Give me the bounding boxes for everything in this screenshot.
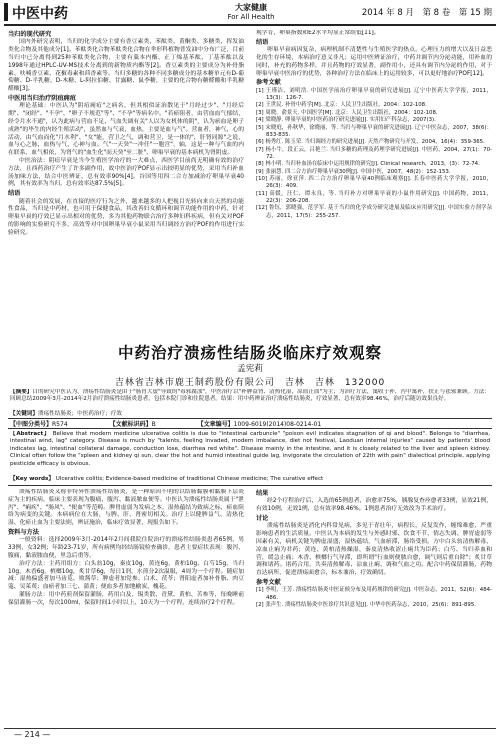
reference-item: [11] 高媛，汪仁，谭永良，等. 当归补方对卵巢早衰的小鼠作用研究[J]. 中国药物，2011，22(3)：206-208. [256, 190, 492, 204]
reference-item: [9] 张丽慧. 四二合方治疗卵巢早衰30例[J]. 中国中医，2007，48(2)：152-153. [256, 168, 451, 175]
doc-code [110, 419, 156, 428]
paragraph: 观学育，卵巢指数和E2水平均显正常组低[11]。 [256, 30, 380, 36]
article-references-list [256, 587, 492, 609]
paragraph: 国内外研究表明，当归的化学成分主要有香豆素类、苯酞类、黄酮类、多糖类，挥发油类化合物及其他成分[1]。苯酞类化合物苯酞类化合物在伞形科植物普发油中分布广泛，目前当归中已分离得到25种苯酞类化合物，主要有藁本内酯、正丁烯基苯酞、丁基苯酞以及1998年通过HPLC-UV-MS技术分离到的新物质内酯等[2]。香豆素类的主要成分为补骨脂素、呋喃香豆素、花椒毒素和茴香素等。当归多糖的各种不同多糖成分的基本糖单元有D-葡萄糖、D-半乳糖、D-木糖、L-阿拉伯糖、甘露糖、鼠李糖，主要的化合物有糖醛酸和半乳糖醛酸[3]。 [8, 39, 244, 93]
paragraph: 溃疡性结肠炎是消化内科常见病，多见于青壮年，病程长，反复发作，缠绵难愈，严重影响患者的生活质量。中医认为本病的发生与外感时邪、饮食不节、情志失调、脾胃虚弱等因素有关，病机关键为脾虚湿盛，湿热蕴结，气血瘀滞，肠络受损。方中白头翁清热解毒，凉血止痢为君药；黄连、黄柏清热燥湿，秦皮清热收涩止痢共为臣药；白芍、当归养血和营，缓急止痛；木香、槟榔行气导滞，即所谓"行血则便脓自愈，调气则后重自除"；炙甘草调和诸药。诸药合用，共奏清热解毒、凉血止痢、调和气血之功。配合中药保留灌肠，药物直达病所，促进溃疡面愈合，标本兼治，疗效确切。 [256, 523, 492, 577]
reference-item: [12] 鲁钰，郭晓强，范学军. 基于当归的化学成分研究进展及临床应用研究[J]. 中国实验方剂学杂志，2011，17(5)：255-257. [256, 205, 492, 219]
section-heading: 结果 [256, 490, 269, 497]
paragraph: 溃疡性结肠炎又称非特异性溃疡性结肠炎，是一种原因不明的以结肠黏膜和黏膜下层炎症为主的疾病，临床主要表现为腹痛、腹泻、黏液脓血便等。中医认为溃疡性结肠炎属于"泄泻"、"痢疾"、"肠风"、"便血"等范畴。脾胃虚弱为发病之本，湿热蕴结为致病之标，瘀血阻络为病变的关键。本病病位在大肠，与脾、肝、肾密切相关。治疗上以健脾益气、清热化湿、化瘀止血为主要法则，辨证施治，临床疗效显著，现报告如下。 [8, 489, 244, 527]
article-affiliation: 吉林省吉林市鹿王制药股份有限公司 吉林 吉林 132000 [114, 378, 386, 388]
reference-item: [6] 杨秀红. 陈玉荣. 当归调经方的研究进展[J]. 天然产物研究与开发，2004，16(4)：359-365. [256, 139, 485, 146]
journal-title-cn: 大家健康 [235, 3, 267, 12]
reference-item: [7] 杨小牛，段正云，吕艳兰. 当归多糖的药理及药理学研究进展[J]. 中医药，2004，27(1)：70-72. [256, 146, 492, 160]
abstract-text: 目的研究中医认为，溃疡性结肠炎是由于"肠胃大虚"导致的"毒邪腐浊"，中医治疗以"补脾益肾、清热化湿，凉血止血"为主；为治疗方法，寓收于补，泻中寓补，扶正与祛邪兼顾。方法：回顾总结2009年3月-2014年2月治疗溃疡性结肠炎患者，包括本院门诊和住院患者。结果：用中药辨证治疗溃疡性结肠炎，疗效显著，总有效率98.46%，治疗后随访效果良好。 [10, 389, 490, 403]
clc-label: 【中图分类号】 [10, 421, 53, 428]
section-heading: 资料与方法 [8, 528, 39, 536]
abstract-cn [10, 389, 490, 411]
page-number: — 214 — [14, 730, 51, 739]
classification-line [10, 419, 490, 428]
paragraph: 卵巢早衰病因复杂，病理机制不清楚性与生殖医学的热点，心理压力的增大以及日益恶化的生存环境，本病治疗意义非凡；运用中医辨证治疗，中药并调节内分泌功能，用补血的同时，补充的药物多样，并且药物的疗效显著，副作用小，还具有调节内分泌的作用，对于卵巢早衰中医治疗的优势，各种治疗方法在临床上的运用较多，可以更好地治疗POF[12]。 [256, 47, 492, 77]
keywords-en-label: 【Key words】 [10, 476, 54, 482]
clc-number [10, 419, 68, 428]
reference-item: [1] 王瑾洁，刘明浩. 中国医学前治疗卵巢早衰的研究进展[J]. 辽宁中医药大学学报，2011，13(3)：126-7. [256, 87, 492, 102]
section-heading: 中医用当归治疗阴疽痈疽 [8, 94, 77, 102]
section-heading: 当归的现代研究 [8, 31, 52, 38]
footer-rule [4, 728, 496, 729]
references-heading: 参考文献 [256, 79, 281, 87]
prev-article-right-column [256, 30, 492, 330]
paragraph: 随着社会的发展，在直接的医疗行为之外，越来越多的人把视目光转向来自天然的功能性食品，当归是中药材，也可用于保健食品，其改善妇女循环和调节功能作用的中药，针对卵巢早衰的疗效已显示出相对的优势，多为其他药物联合治疗多种妇科疾病，但有关对POF的影响的实验研究不多，高效等对中国卵巢早衰小鼠采用当归调经方治疗POF的作用进行实验研究。 [8, 198, 244, 236]
abstract-en-label: 【Abstract】 [10, 431, 51, 437]
paragraph: 理论基础：中医认为"阴疽痈疽"之病名，但其相似证治散见于"月经过少"、"月经后期"、"闭经"、"不孕"、"卵子不规范"等"、"不孕"等病名中。"若瘀阻者，由营血血气郁结，经令月水不通"，认为此病与营血不足、气血失调有关"人以为女机体的阴"，认为瘀血是卵子成熟"的毕生的内经生殖活动"，虽然血与气衰，血热，主要是血与气"。营血者，神气，心的活动，由气血而化"月水利"、"女"能，营卫之气，调和营卫，是一体的"，肝肾同源"之说，血与心之脉，血热与气，心神与血。气"一天癸"一冲任"一胞宫"，轴，这是一种与气血的内在联系，血气相依，为肾气的"血生化"而天癸"至二脏"，卵巢早衰的基本病机为肾阴虚。 [8, 103, 244, 157]
section-heading: 讨论 [256, 515, 269, 522]
doc-code-label: 【文献标识码】 [109, 421, 152, 428]
article-id-value: 1009-6019(2014)08-0214-01 [233, 421, 322, 428]
article-id-label: 【文章编号】 [197, 421, 234, 428]
clc-value: R574 [52, 421, 68, 428]
reference-item: [5] 宋晓庭，孙秋华，徐晓丽，等. 当归与卵巢早衰的研究进展[J]. 辽宁中医杂志，2007，38(6)：833-835. [256, 124, 492, 138]
abstract-label: 【摘要】 [10, 389, 33, 395]
article-references-heading: 参考文献 [256, 578, 281, 586]
keywords-label: 【关键词】 [10, 411, 38, 417]
header-rule [4, 24, 496, 26]
article-left-column [8, 489, 244, 723]
class-divider-bottom [8, 428, 492, 429]
section-title: 中医中药 [12, 6, 68, 22]
article-id [198, 419, 322, 428]
references-list [256, 88, 492, 220]
journal-title [196, 3, 306, 22]
section-heading: 结语 [256, 38, 269, 46]
running-header [0, 0, 500, 26]
paragraph: 灌肠方法：用中药煎剂保留灌肠，药用白及、锡类散、青黛、黄柏、苦参等，每晚睡前保留灌肠一次，每次100ml，保留时间1小时以上，10天为一个疗程，连续治疗2个疗程。 [8, 591, 244, 606]
article-title: 中药治疗溃疡性结肠炎临床疗效观察 [117, 344, 382, 362]
paragraph: 经2个疗程治疗后，入选的65例患者，治愈率75%，胰腺复查痊愈者33例，显效21例，有效10例，无效1例，总有效率98.46%。1例患者治疗无效改为手术治疗。 [256, 498, 492, 513]
keywords-en [10, 476, 490, 483]
reference-item: [10] 苏丽，徐亚萍. 四二合方治疗卵巢早衰40例临床观察[J]. 长春中医药大学学报，2010，26(3)：409. [256, 175, 492, 190]
paragraph: 治疗方法：主药用组方：白头翁10g，秦皮10g，黄连6g，黄柏10g，白芍15g，当归10g，木香6g，槟榔10g，炙甘草6g，每日1剂，水煎分2次温服，4周为一个疗程。随症加减：湿热偏盛者加马齿苋、败酱草；脾虚者加党参、白术、茯苓；肾阳虚者加补骨脂、肉豆蔻、吴茱萸；血瘀者加三七、蒲黄；便血多者加地榆炭、槐花。 [8, 560, 244, 591]
reference-item: [2] 张声生. 溃疡性结肠炎中医诊疗共识意见[J]. 中华中医药杂志，2010，25(6)：891-895. [256, 602, 476, 609]
reference-item: [1] 李明，王芳. 溃疡性结肠炎中医证候分布及用药规律的研究[J]. 中医杂志，2011，52(6)：484-486. [256, 587, 492, 601]
reference-item: [4] 梁晓静. 卵巢早衰的中医药治疗研究进展[J]. 实用妇产科杂志，2007(3). [256, 117, 436, 124]
prev-article-left-column [8, 30, 244, 330]
paragraph: 中医治法：阴疽早衰是当今生殖医学治疗的一大难点，西医学目前尚无明确有效的治疗方法，且西药治疗产生了许多副作用，故中医治疗POF显示出较明显的优势，采用当归补血汤加味方法，结合中医辨证，总有效率90%[4]。谷国等用四二合方加减治疗卵巢早衰40例，其有效率为当归，总有效率达87.5%[5]。 [8, 157, 244, 188]
reference-item: [2] 王世民. 补骨中药学[M]. 北京：人民卫生出版社，2004：102-108. [256, 102, 427, 109]
paragraph: 一般资料：选择2009年3月-2014年2月间我院住院治疗的溃疡性结肠炎患者65例，男33例，女32例；年龄23-71岁，所有病例均经结肠镜检查确诊，患者主要症状表现：腹泻，腹痛，黏液脓血便，里急后重等。 [8, 537, 244, 559]
journal-title-en: For All Health [227, 13, 275, 21]
header-bar-decoration [4, 3, 8, 21]
article-results-discussion [256, 490, 492, 578]
doc-code-value: B [151, 421, 156, 428]
issue-info: 2014 年 8 月 第 8 卷 第 15 期 [361, 8, 492, 18]
abstract-en [10, 431, 490, 475]
prev-article-conclusion [256, 30, 492, 78]
article-right-column [256, 489, 492, 723]
section-heading: 结语 [8, 190, 21, 198]
reference-item: [3] 周晓，俞景天. 中国医学[M]. 北京：人民卫生出版社，2004：102-108. [256, 109, 438, 116]
article-author: 孟宪莉 [237, 364, 263, 374]
keywords-en-text: Ulcerative colitis; Evidence-based medicine of traditional Chinese medicine; The curative effect [55, 476, 324, 482]
keywords-text: 溃疡性结肠炎；中医药治疗；疗效 [37, 411, 122, 417]
abstract-divider [8, 485, 492, 486]
abstract-en-text: Believe that modern medicine ulcerative colitis is due to "intestinal carbuncle" "poison evil indicates stagnation of qi and blood". Belongs to "diarrhea, intestinal wind, lag" category. Disease is much by "talents, feeling invaded, modern imbalance, diet not festival, Laoduan internal injuries" caused by patients' blood indicates lag, intestinal collateral damage, conduction lose, diarrhea red white". Disease mainly in the intestine, and it is closely related to the liver and spleen kidney. Clinical often follow the "spleen and kidney qi sun, clear the hot and humid intestinal guide lag, invigorate the circulation of 22th with pain" dialectical principle, applying pesticide efficacy is obvious. [10, 431, 490, 467]
reference-item: [8] 林小明. 当归补血汤在临床中运用规律的研究[J]. Clinical research，2013，(3)：72-74. [256, 161, 480, 168]
